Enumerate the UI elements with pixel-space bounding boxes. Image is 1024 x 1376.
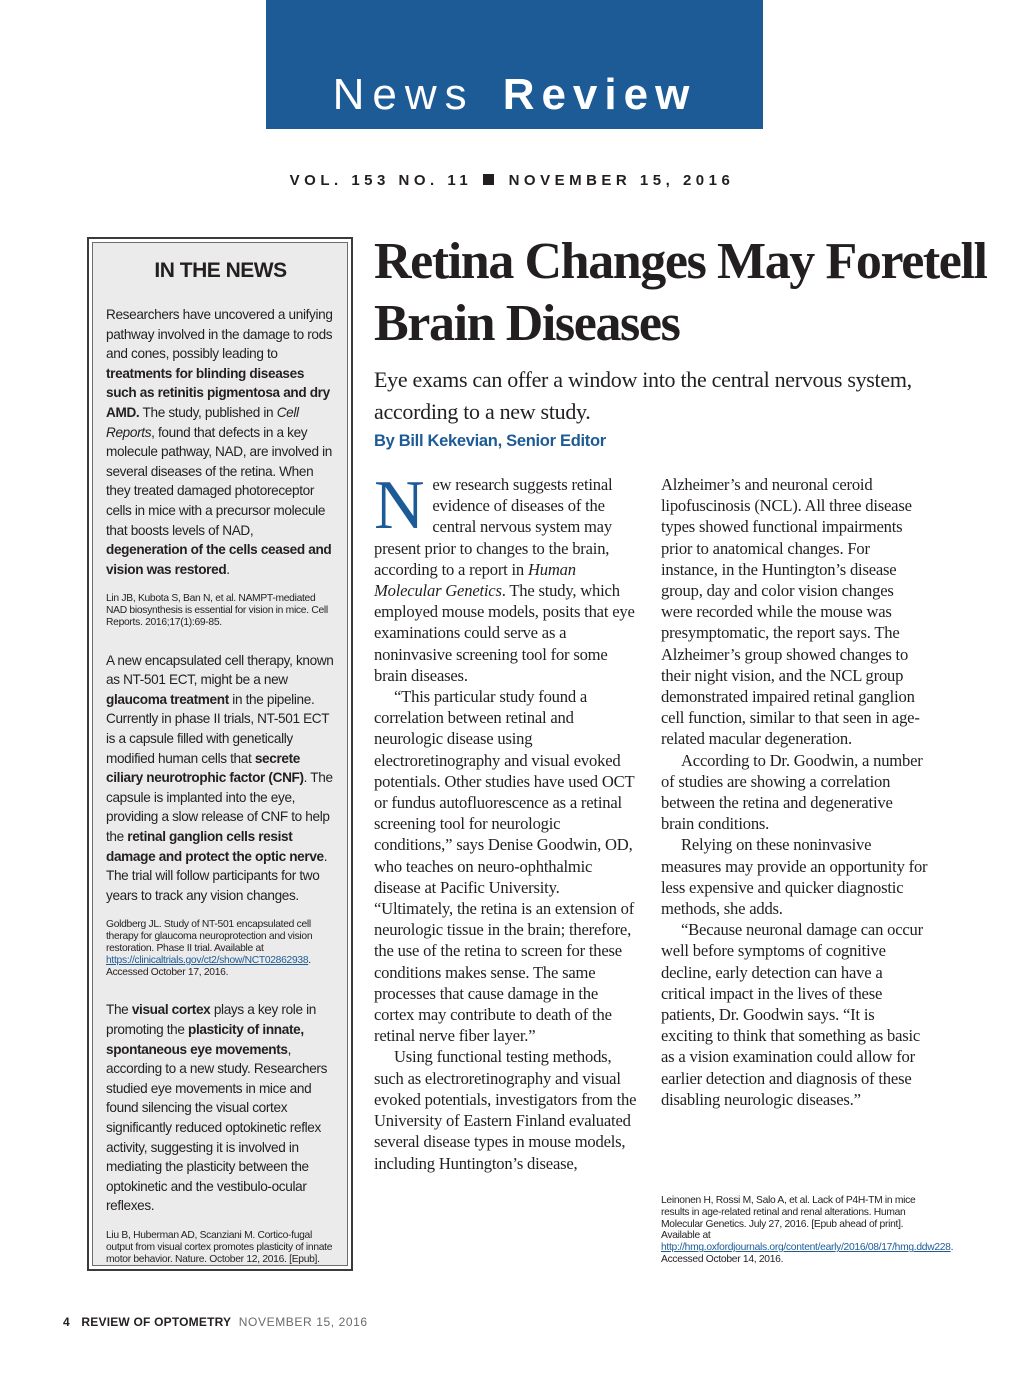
article-paragraph: Relying on these noninvasive measures may provide an opportunity for less expensive and quicker diagnostic methods, she adds. [661,835,928,919]
article-headline: Retina Changes May Foretell Brain Diseases [374,233,987,352]
sidebar-reference-1: Lin JB, Kubota S, Ban N, et al. NAMPT-mediated NAD biosynthesis is essential for vision in mice. Cell Reports. 2016;17(1):69-85. [106,593,328,628]
sidebar-text: . The capsule is implanted into the eye, providing a slow release of CNF to help the [106,770,333,845]
sidebar-bold-text: glaucoma treatment [106,691,229,707]
sidebar-text: , according to a new study. Researchers studied eye movements in mice and found silencing the visual cortex significantly reduced optokinetic reflex activity, suggesting it is involved in mediating the plasticity between the optokinetic and the vestibulo-ocular reflexes. [106,1041,328,1214]
sidebar-bold-text: visual cortex [131,1002,211,1018]
sidebar-text: The [106,1002,132,1018]
magazine-name: REVIEW OF OPTOMETRY [81,1315,232,1329]
volume-number: VOL. 153 NO. 11 [289,172,473,189]
sidebar-text: . The trial will follow participants for two years to track any vision changes. [106,848,328,903]
paragraph-text: ew research suggests retinal evidence of diseases of the central nervous system may present prior to changes to the brain, according to a report in [374,475,613,579]
page-footer [63,1315,368,1329]
sidebar-item-1 [106,305,335,579]
sidebar-text: A new encapsulated cell therapy, known as NT-501 ECT, might be a new [106,652,334,688]
article-subhead: Eye exams can offer a window into the central nervous system, according to a new study. [374,367,912,424]
sidebar-text: , found that defects in a key molecule pathway, NAD, are involved in several diseases of the retina. When they treated damaged photoreceptor cells in mice with a precursor molecule that boosts levels of NAD, [106,424,332,538]
hmg-journal-link[interactable]: http://hmg.oxfordjournals.org/content/early/2016/08/17/hmg.ddw228 [661,1242,951,1254]
banner-word-news: News [332,70,475,119]
sidebar-item-3 [106,1000,335,1216]
sidebar-bold-text: retinal ganglion cells resist damage and protect the optic nerve [106,829,324,864]
sidebar-text: The study, published in [139,404,277,420]
journal-name: Cell Reports [106,404,299,440]
reference-text: . Accessed October 17, 2016. [106,954,311,978]
footer-date: NOVEMBER 15, 2016 [238,1315,368,1329]
sidebar-text: plays a key role in promoting the [106,1002,316,1037]
sidebar-text: in the pipeline. Currently in phase II trials, NT-501 ECT is a capsule filled with genetically modified human cells that [106,691,329,766]
sidebar-bold-text: plasticity of innate, spontaneous eye movements [106,1022,304,1057]
sidebar-text: . [226,561,230,577]
sidebar-bold-text: treatments for blinding diseases such as retinitis pigmentosa and dry AMD. [106,365,330,420]
article-byline: By Bill Kekevian, Senior Editor [374,432,606,450]
article-reference [661,1195,954,1266]
article-paragraph [374,467,642,686]
article-paragraph: “This particular study found a correlation between retinal and neurologic disease using electroretinography and visual evoked potentials. Other studies have used OCT or fundus autofluorescence as a retinal screening tool for neurologic conditions,” says Denise Goodwin, OD, who teaches on neuro-ophthalmic disease at Pacific University. “Ultimately, the retina is an extension of neurologic tissue in the brain; therefore, the use of the retina to screen for these conditions makes sense. The same processes that cause damage in the cortex may contribute to death of the retinal nerve fiber layer.” [374,687,635,1046]
reference-text: . Accessed October 14, 2016. [661,1242,954,1265]
sidebar-item-2 [106,651,335,906]
article-paragraph: According to Dr. Goodwin, a number of studies are showing a correlation between the retina and degenerative brain conditions. [661,750,923,834]
square-bullet-icon [483,174,494,185]
issue-date: NOVEMBER 15, 2016 [508,172,735,189]
article-paragraph: Using functional testing methods, such as electroretinography and visual evoked potentials, investigators from the University of Eastern Finland evaluated several disease types in mouse models, including Huntington’s disease, [374,1047,637,1173]
sidebar-reference-2 [106,919,335,978]
article-paragraph: “Because neuronal damage can occur well before symptoms of cognitive decline, early detection can have a critical impact in the lives of these patients, Dr. Goodwin says. “It is exciting to think that something as basic as a vision examination could allow for earlier detection and diagnosis of these disabling neurologic diseases.” [661,920,923,1109]
sidebar-reference-3: Liu B, Huberman AD, Scanziani M. Cortico-fugal output from visual cortex promotes plasticity of innate motor behavior. Nature. October 12, 2016. [Epub]. [106,1229,333,1265]
sidebar-bold-text: degeneration of the cells ceased and vision was restored [106,542,332,577]
journal-name: Human Molecular Genetics [374,559,576,601]
sidebar-bold-text: secrete ciliary neurotrophic factor (CNF) [106,750,304,786]
paragraph-text: . The study, which employed mouse models, posits that eye examinations could serve as a noninvasive screening tool for some brain diseases. [374,581,635,685]
sidebar-text: Researchers have uncovered a unifying pathway involved in the damage to rods and cones, possibly leading to [106,307,333,362]
reference-text: Goldberg JL. Study of NT-501 encapsulated cell therapy for glaucoma neuroprotection and vision restoration. Phase II trial. Available at [106,919,313,955]
banner-word-review: Review [502,70,697,119]
page-number: 4 [63,1315,70,1329]
issue-line [0,172,1024,189]
article-paragraph: Alzheimer’s and neuronal ceroid lipofuscinosis (NCL). All three disease types showed functional impairments prior to anatomical changes. For instance, in the Huntington’s disease group, day and color vision changes were recorded while the mouse was presymptomatic, the report says. The Alzheimer’s group showed changes to their night vision, and the NCL group demonstrated impaired retinal ganglion cell function, similar to that seen in age-related macular degeneration. [661,475,920,749]
sidebar-panel [92,242,348,1266]
drop-cap: N [374,467,425,544]
clinicaltrials-link[interactable]: https://clinicaltrials.gov/ct2/show/NCT02862938 [106,954,309,966]
reference-text: Leinonen H, Rossi M, Salo A, et al. Lack of P4H-TM in mice results in age-related retinal and renal alterations. Human Molecular Genetics. July 27, 2016. [Epub ahead of print]. Available at [661,1195,916,1242]
section-banner [266,0,763,129]
in-the-news-sidebar [87,237,353,1271]
article-column-2 [661,474,929,1110]
sidebar-heading: IN THE NEWS [154,259,287,282]
article-column-1 [374,467,642,1174]
